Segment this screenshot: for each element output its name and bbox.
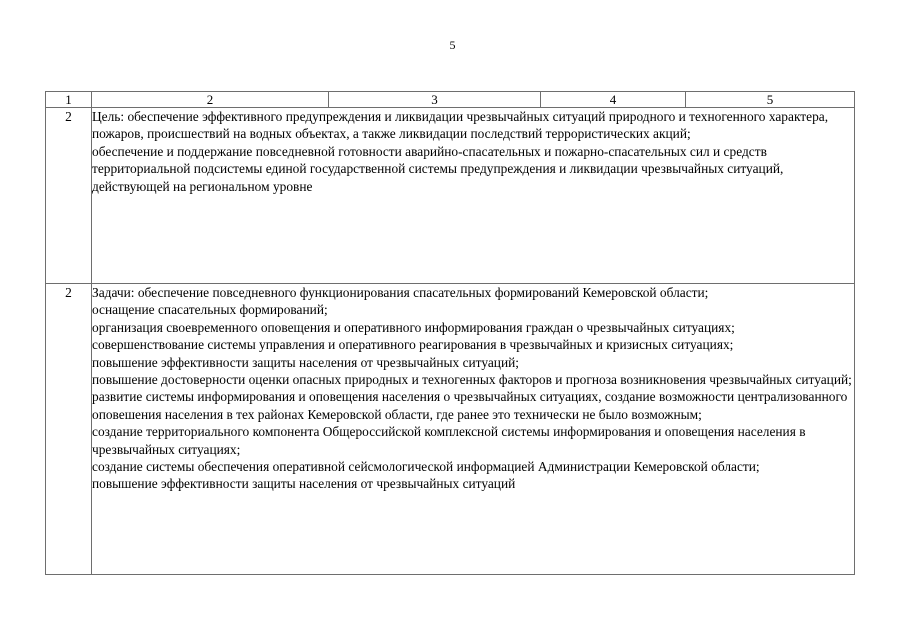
text-line: развитие системы информирования и оповещения населения о чрезвычайных ситуациях, создание возможности централизованного оповешения населения в тех районах Кемеровской области, где ранее это технически не было возможным;	[92, 389, 848, 422]
table-row	[46, 284, 855, 575]
column-header: 3	[329, 92, 541, 108]
page-number: 5	[449, 38, 456, 52]
text-line: совершенствование системы управления и оперативного реагирования в чрезвычайных и кризисных ситуациях;	[92, 337, 734, 353]
text-line: оснащение спасательных формирований;	[92, 302, 328, 318]
text-line: организация своевременного оповещения и оперативного информирования граждан о чрезвычайных ситуациях;	[92, 319, 735, 335]
table-header-row	[46, 92, 855, 108]
table-row	[46, 108, 855, 284]
text-line: повышение эффективности защиты населения от чрезвычайных ситуаций	[92, 476, 516, 492]
row-number: 2	[46, 108, 92, 284]
goal-cell	[92, 108, 855, 284]
text-line: обеспечение и поддержание повседневной готовности аварийно-спасательных и пожарно-спасательных сил и средств территориальной подсистемы единой государственной системы предупреждения и ликвидации чрезвычайных ситуаций, действующей на региональном уровне	[92, 143, 784, 194]
text-line: Цель: обеспечение эффективного предупреждения и ликвидации чрезвычайных ситуаций природного и техногенного характера, пожаров, происшествий на водных объектах, а также ликвидации последствий террористических акций;	[92, 109, 829, 142]
text-line: создание системы обеспечения оперативной сейсмологической информацией Администрации Кемеровской области;	[92, 459, 760, 475]
program-table	[45, 91, 855, 575]
column-header: 4	[541, 92, 686, 108]
row-number: 2	[46, 284, 92, 575]
text-line: Задачи: обеспечение повседневного функционирования спасательных формирований Кемеровской области;	[92, 285, 709, 300]
column-header: 2	[92, 92, 329, 108]
tasks-cell	[92, 284, 855, 575]
text-line: создание территориального компонента Общероссийской комплексной системы информирования и оповещения населения в чрезвычайных ситуациях;	[92, 424, 806, 457]
text-line: повышение эффективности защиты населения от чрезвычайных ситуаций;	[92, 354, 520, 370]
text-line: повышение достоверности оценки опасных природных и техногенных факторов и прогноза возникновения чрезвычайных ситуаций;	[92, 372, 852, 388]
column-header: 1	[46, 92, 92, 108]
column-header: 5	[686, 92, 855, 108]
